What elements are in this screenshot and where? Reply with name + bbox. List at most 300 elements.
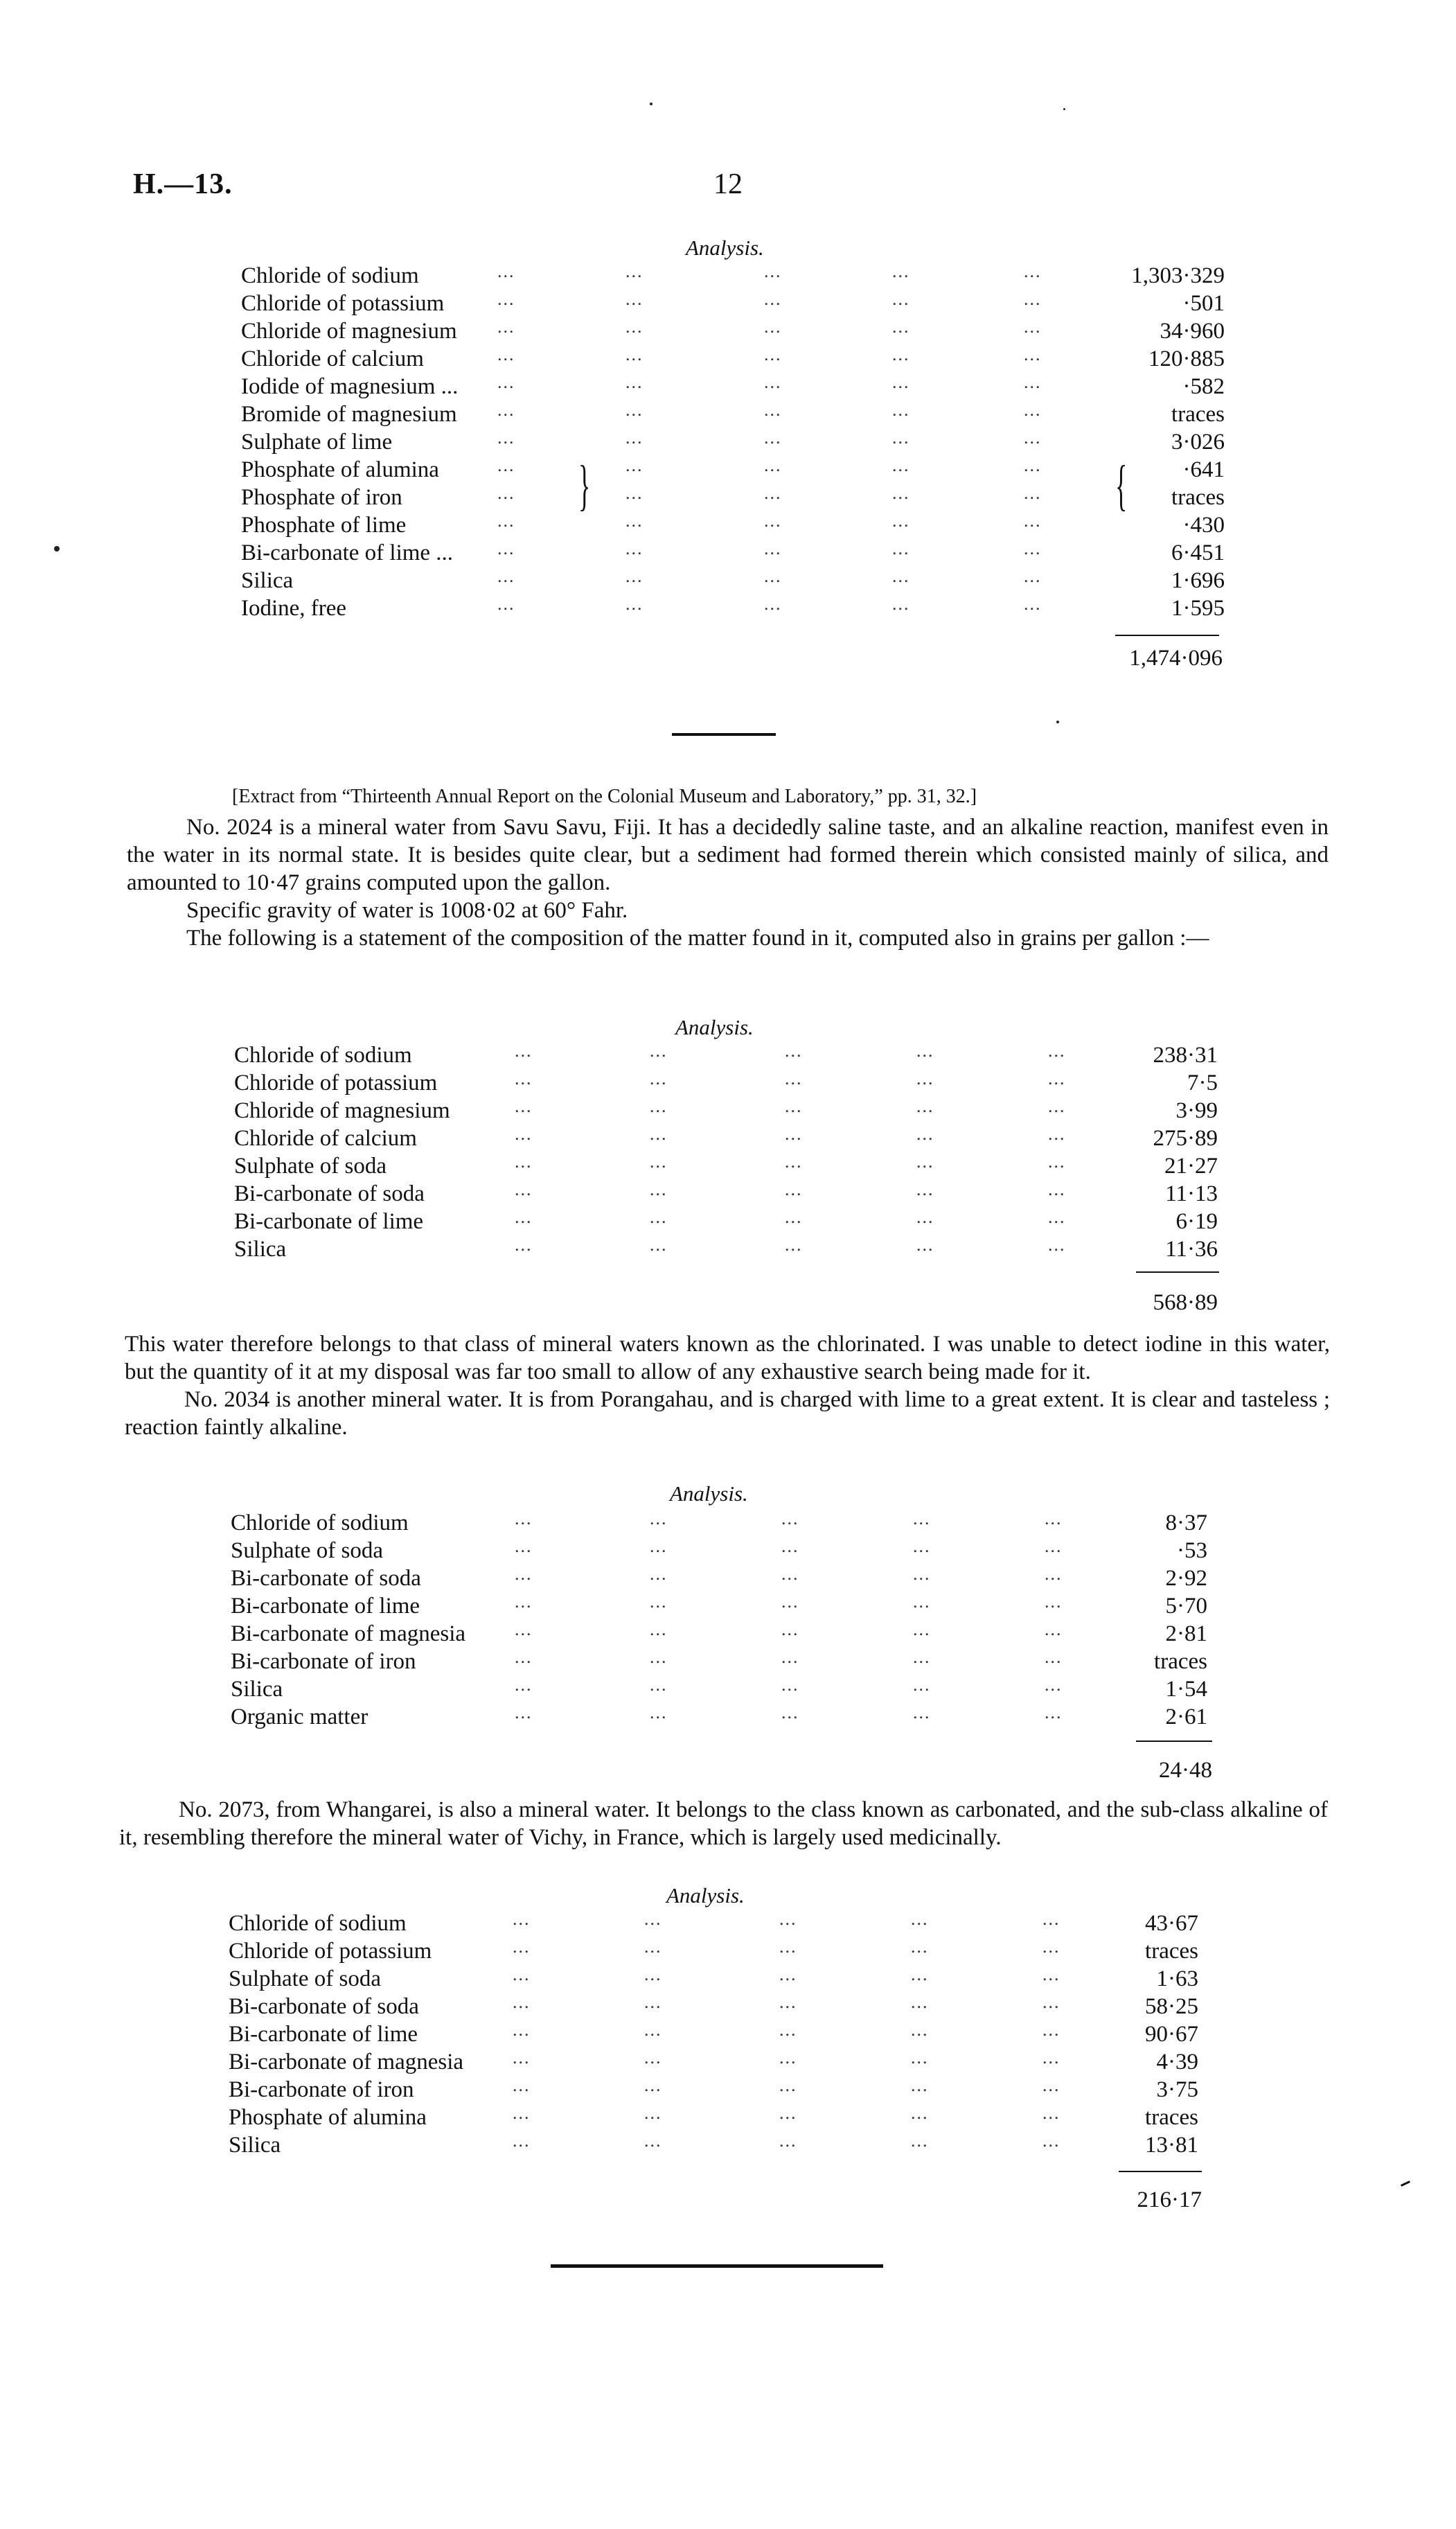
leader-dots: ... [911,2047,929,2068]
leader-dots: ... [625,289,643,309]
leader-dots: ... [1024,289,1042,309]
substance-name: Phosphate of lime [241,513,407,538]
leader-dots: ... [779,2075,797,2095]
leader-dots: ... [911,2075,929,2095]
table-row [229,2048,1212,2076]
leader-dots: ... [1045,1647,1063,1667]
leader-dots: ... [515,1041,533,1061]
table-row [231,1675,1214,1703]
leader-dots: ... [625,566,643,586]
substance-name: Bromide of magnesium [241,402,457,427]
leader-dots: ... [1024,566,1042,586]
paragraph: Specific gravity of water is 1008·02 at 60° Fahr. [186,898,628,923]
table-row [229,2020,1212,2048]
leader-dots: ... [1042,2103,1060,2123]
leader-dots: ... [779,1909,797,1929]
leader-dots: ... [916,1152,934,1172]
leader-dots: ... [1042,1964,1060,1984]
leader-dots: ... [916,1124,934,1144]
substance-value: 43·67 [1145,1911,1198,1936]
leader-dots: ... [1045,1508,1063,1528]
substance-value: 58·25 [1145,1994,1198,2019]
substance-value: traces [1171,402,1225,427]
leader-dots: ... [1024,538,1042,558]
leader-dots: ... [515,1619,533,1639]
substance-value: traces [1145,2105,1198,2130]
leader-dots: ... [764,511,782,531]
paragraph: No. 2034 is another mineral water. It is from Porangahau, and is charged with lime to a great extent. It is clear and tasteless ; reaction faintly alkaline. [125,1387,1330,1440]
leader-dots: ... [911,1964,929,1984]
leader-dots: ... [892,344,910,364]
speck-mark [1063,108,1065,110]
leader-dots: ... [1045,1619,1063,1639]
leader-dots: ... [513,2047,531,2068]
leader-dots: ... [781,1564,799,1584]
leader-dots: ... [515,1592,533,1612]
leader-dots: ... [892,400,910,420]
table-row [231,1565,1214,1592]
leader-dots: ... [764,289,782,309]
leader-dots: ... [515,1235,533,1255]
table-row [229,2076,1212,2104]
substance-name: Chloride of sodium [229,1911,407,1936]
leader-dots: ... [1048,1041,1066,1061]
table-row [234,1180,1218,1208]
leader-dots: ... [785,1207,803,1227]
substance-value: 34·960 [1160,319,1225,344]
leader-dots: ... [892,566,910,586]
leader-dots: ... [497,455,515,475]
leader-dots: ... [916,1235,934,1255]
leader-dots: ... [650,1124,668,1144]
leader-dots: ... [497,428,515,448]
leader-dots: ... [1042,2075,1060,2095]
substance-name: Bi-carbonate of soda [234,1181,425,1206]
leader-dots: ... [513,1964,531,1984]
leader-dots: ... [650,1207,668,1227]
analysis-title: Analysis. [670,1481,748,1506]
leader-dots: ... [916,1096,934,1116]
substance-name: Organic matter [231,1704,369,1729]
leader-dots: ... [781,1675,799,1695]
sum-rule [1119,2171,1202,2172]
leader-dots: ... [515,1564,533,1584]
table-row [231,1537,1214,1565]
leader-dots: ... [1045,1564,1063,1584]
sum-rule [1115,635,1219,636]
substance-value: ·582 [1182,374,1225,399]
leader-dots: ... [916,1207,934,1227]
leader-dots: ... [1045,1702,1063,1722]
table-row [231,1509,1214,1537]
substance-value: 6·451 [1171,540,1225,565]
leader-dots: ... [911,2131,929,2151]
analysis-total [1101,1289,1218,1316]
leader-dots: ... [781,1619,799,1639]
total-value: 24·48 [1159,1758,1212,1783]
leader-dots: ... [1045,1592,1063,1612]
leader-dots: ... [1042,2020,1060,2040]
leader-dots: ... [892,317,910,337]
table-row [229,1993,1212,2020]
substance-name: Silica [241,568,294,593]
leader-dots: ... [1024,428,1042,448]
leader-dots: ... [764,400,782,420]
substance-name: Bi-carbonate of lime [231,1594,420,1619]
leader-dots: ... [1048,1235,1066,1255]
leader-dots: ... [644,1992,662,2012]
table-row [241,539,1225,567]
substance-value: 2·92 [1165,1566,1207,1591]
substance-name: Phosphate of alumina [241,457,439,482]
leader-dots: ... [1024,455,1042,475]
substance-value: 6·19 [1175,1209,1218,1234]
substance-name: Iodide of magnesium ... [241,374,459,399]
leader-dots: ... [513,2103,531,2123]
leader-dots: ... [916,1068,934,1089]
leader-dots: ... [1024,261,1042,281]
leader-dots: ... [650,1235,668,1255]
leader-dots: ... [1024,400,1042,420]
table-row [234,1152,1218,1180]
brace-mark: { [1115,455,1128,516]
substance-value: 275·89 [1153,1126,1218,1151]
leader-dots: ... [515,1207,533,1227]
leader-dots: ... [1042,2131,1060,2151]
substance-name: Bi-carbonate of lime ... [241,540,454,565]
leader-dots: ... [497,511,515,531]
substance-value: 3·99 [1175,1098,1218,1123]
leader-dots: ... [1024,344,1042,364]
leader-dots: ... [764,344,782,364]
leader-dots: ... [650,1152,668,1172]
table-row [231,1620,1214,1648]
leader-dots: ... [1048,1068,1066,1089]
substance-value: 8·37 [1165,1510,1207,1535]
leader-dots: ... [892,289,910,309]
substance-name: Iodine, free [241,596,347,621]
paragraph: The following is a statement of the composition of the matter found in it, computed also in grains per gallon :— [186,926,1209,951]
leader-dots: ... [779,1992,797,2012]
leader-dots: ... [1024,317,1042,337]
substance-value: 7·5 [1187,1070,1218,1095]
leader-dots: ... [650,1647,668,1667]
sum-rule [1136,1271,1219,1273]
leader-dots: ... [515,1179,533,1199]
leader-dots: ... [785,1235,803,1255]
leader-dots: ... [650,1096,668,1116]
substance-name: Silica [231,1677,283,1702]
end-rule [551,2264,883,2268]
leader-dots: ... [1045,1675,1063,1695]
substance-name: Sulphate of soda [231,1538,383,1563]
leader-dots: ... [1048,1096,1066,1116]
table-row [241,290,1225,317]
body-text [125,1330,1330,1441]
substance-value: 3·75 [1156,2077,1198,2102]
leader-dots: ... [1024,511,1042,531]
table-row [241,345,1225,373]
substance-value: ·53 [1177,1538,1207,1563]
analysis-table [231,1509,1214,1731]
substance-name: Bi-carbonate of magnesia [231,1621,466,1646]
leader-dots: ... [892,428,910,448]
leader-dots: ... [515,1508,533,1528]
leader-dots: ... [916,1041,934,1061]
leader-dots: ... [764,261,782,281]
substance-value: 1,303·329 [1131,263,1225,288]
leader-dots: ... [781,1702,799,1722]
analysis-title: Analysis. [666,1883,745,1907]
leader-dots: ... [497,594,515,614]
table-row [229,1910,1212,1937]
leader-dots: ... [892,483,910,503]
leader-dots: ... [764,566,782,586]
leader-dots: ... [781,1647,799,1667]
leader-dots: ... [911,2020,929,2040]
total-value: 1,474·096 [1129,646,1223,671]
leader-dots: ... [913,1592,931,1612]
substance-name: Phosphate of alumina [229,2105,427,2130]
substance-value: ·501 [1182,291,1225,316]
leader-dots: ... [650,1564,668,1584]
substance-value: traces [1145,1939,1198,1964]
leader-dots: ... [650,1179,668,1199]
leader-dots: ... [515,1124,533,1144]
table-row [241,373,1225,400]
leader-dots: ... [785,1152,803,1172]
table-row [229,1937,1212,1965]
analysis-title: Analysis. [675,1015,754,1039]
leader-dots: ... [497,400,515,420]
substance-value: 120·885 [1148,346,1225,371]
leader-dots: ... [644,2131,662,2151]
section-divider [672,733,776,736]
leader-dots: ... [785,1068,803,1089]
substance-name: Chloride of potassium [241,291,445,316]
leader-dots: ... [513,1937,531,1957]
sum-rule [1136,1741,1212,1742]
table-row [234,1069,1218,1097]
leader-dots: ... [916,1179,934,1199]
speck-mark [54,546,60,552]
leader-dots: ... [1024,594,1042,614]
analysis-table [229,1910,1212,2159]
leader-dots: ... [644,2047,662,2068]
leader-dots: ... [781,1508,799,1528]
leader-dots: ... [785,1096,803,1116]
leader-dots: ... [650,1619,668,1639]
leader-dots: ... [644,1909,662,1929]
speck-mark [1056,721,1059,723]
leader-dots: ... [625,400,643,420]
substance-value: 13·81 [1145,2133,1198,2158]
substance-value: 1·595 [1171,596,1225,621]
leader-dots: ... [644,2103,662,2123]
leader-dots: ... [892,594,910,614]
leader-dots: ... [625,372,643,392]
leader-dots: ... [1045,1536,1063,1556]
analysis-total [1101,644,1223,672]
leader-dots: ... [911,2103,929,2123]
leader-dots: ... [785,1179,803,1199]
substance-name: Sulphate of lime [241,430,393,455]
leader-dots: ... [779,2131,797,2151]
leader-dots: ... [1048,1179,1066,1199]
body-text [119,1796,1328,1851]
paragraph: This water therefore belongs to that class of mineral waters known as the chlorinated. I was unable to detect iodine in this water, but the quantity of it at my disposal was far too small to allow of any exhaustive search being made for it. [125,1332,1330,1384]
leader-dots: ... [1024,372,1042,392]
substance-name: Chloride of potassium [229,1939,432,1964]
paragraph: No. 2073, from Whangarei, is also a mineral water. It belongs to the class known as carbonated, and the sub-class alkaline of it, resembling therefore the mineral water of Vichy, in France, which is largely used medicinally. [119,1797,1328,1850]
leader-dots: ... [892,372,910,392]
leader-dots: ... [644,2020,662,2040]
substance-value: 21·27 [1164,1154,1218,1179]
leader-dots: ... [625,511,643,531]
table-row [229,2131,1212,2159]
table-row [241,456,1225,484]
table-row [231,1592,1214,1620]
leader-dots: ... [779,1937,797,1957]
leader-dots: ... [1048,1207,1066,1227]
substance-name: Phosphate of iron [241,485,402,510]
leader-dots: ... [911,1992,929,2012]
substance-name: Bi-carbonate of lime [229,2022,418,2047]
substance-name: Bi-carbonate of lime [234,1209,424,1234]
substance-name: Bi-carbonate of iron [229,2077,414,2102]
substance-value: 238·31 [1153,1043,1218,1068]
leader-dots: ... [764,483,782,503]
table-row [229,2104,1212,2131]
table-row [241,594,1225,622]
leader-dots: ... [913,1675,931,1695]
leader-dots: ... [625,594,643,614]
leader-dots: ... [1042,1992,1060,2012]
total-value: 216·17 [1137,2187,1202,2212]
leader-dots: ... [513,2075,531,2095]
substance-name: Silica [234,1237,287,1262]
leader-dots: ... [650,1536,668,1556]
substance-value: 1·54 [1165,1677,1207,1702]
substance-name: Chloride of potassium [234,1070,438,1095]
leader-dots: ... [513,2131,531,2151]
analysis-title: Analysis. [686,236,764,260]
speck-mark [650,103,652,105]
leader-dots: ... [650,1592,668,1612]
substance-value: 4·39 [1156,2050,1198,2074]
leader-dots: ... [625,344,643,364]
page-number: 12 [713,168,743,200]
leader-dots: ... [779,2047,797,2068]
leader-dots: ... [497,344,515,364]
body-text [127,813,1329,952]
analysis-total [1081,2186,1202,2214]
table-row [241,317,1225,345]
table-row [234,1235,1218,1263]
table-row [241,400,1225,428]
leader-dots: ... [1042,1937,1060,1957]
leader-dots: ... [913,1619,931,1639]
paragraph: No. 2024 is a mineral water from Savu Savu, Fiji. It has a decidedly saline taste, and an alkaline reaction, manifest even in the water in its normal state. It is besides quite clear, but a sediment had formed therein which consisted mainly of silica, and amounted to 10·47 grains computed upon the gallon. [127,815,1329,895]
table-row [241,567,1225,594]
leader-dots: ... [644,1937,662,1957]
table-row [241,511,1225,539]
table-row [234,1125,1218,1152]
leader-dots: ... [892,261,910,281]
leader-dots: ... [913,1564,931,1584]
leader-dots: ... [650,1508,668,1528]
leader-dots: ... [625,261,643,281]
substance-name: Chloride of calcium [241,346,424,371]
leader-dots: ... [913,1702,931,1722]
leader-dots: ... [497,483,515,503]
leader-dots: ... [497,317,515,337]
table-row [234,1041,1218,1069]
leader-dots: ... [625,538,643,558]
substance-name: Bi-carbonate of magnesia [229,2050,464,2074]
leader-dots: ... [625,428,643,448]
substance-name: Sulphate of soda [229,1966,381,1991]
analysis-total [1101,1756,1212,1784]
substance-value: 11·13 [1165,1181,1218,1206]
leader-dots: ... [1042,2047,1060,2068]
leader-dots: ... [1042,1909,1060,1929]
substance-name: Silica [229,2133,281,2158]
leader-dots: ... [650,1041,668,1061]
leader-dots: ... [913,1647,931,1667]
table-row [231,1648,1214,1675]
substance-value: 3·026 [1171,430,1225,455]
leader-dots: ... [911,1937,929,1957]
leader-dots: ... [764,455,782,475]
leader-dots: ... [650,1702,668,1722]
substance-value: 2·81 [1165,1621,1207,1646]
leader-dots: ... [911,1909,929,1929]
document-reference: H.—13. [133,168,233,200]
leader-dots: ... [515,1152,533,1172]
substance-value: 90·67 [1145,2022,1198,2047]
substance-name: Chloride of sodium [234,1043,412,1068]
substance-name: Bi-carbonate of soda [231,1566,421,1591]
substance-value: 5·70 [1165,1594,1207,1619]
substance-name: Chloride of calcium [234,1126,417,1151]
leader-dots: ... [764,317,782,337]
leader-dots: ... [515,1675,533,1695]
substance-value: ·430 [1182,513,1225,538]
substance-name: Chloride of magnesium [241,319,457,344]
leader-dots: ... [781,1592,799,1612]
substance-value: ·641 [1182,457,1225,482]
leader-dots: ... [513,2020,531,2040]
leader-dots: ... [497,566,515,586]
leader-dots: ... [515,1647,533,1667]
leader-dots: ... [892,511,910,531]
leader-dots: ... [515,1096,533,1116]
substance-name: Chloride of sodium [231,1510,409,1535]
leader-dots: ... [513,1909,531,1929]
leader-dots: ... [515,1536,533,1556]
substance-name: Bi-carbonate of iron [231,1649,416,1674]
leader-dots: ... [785,1041,803,1061]
leader-dots: ... [650,1068,668,1089]
table-row [241,428,1225,456]
table-row [241,484,1225,511]
analysis-table [241,262,1225,622]
substance-value: 2·61 [1165,1704,1207,1729]
leader-dots: ... [497,289,515,309]
leader-dots: ... [515,1702,533,1722]
leader-dots: ... [625,455,643,475]
